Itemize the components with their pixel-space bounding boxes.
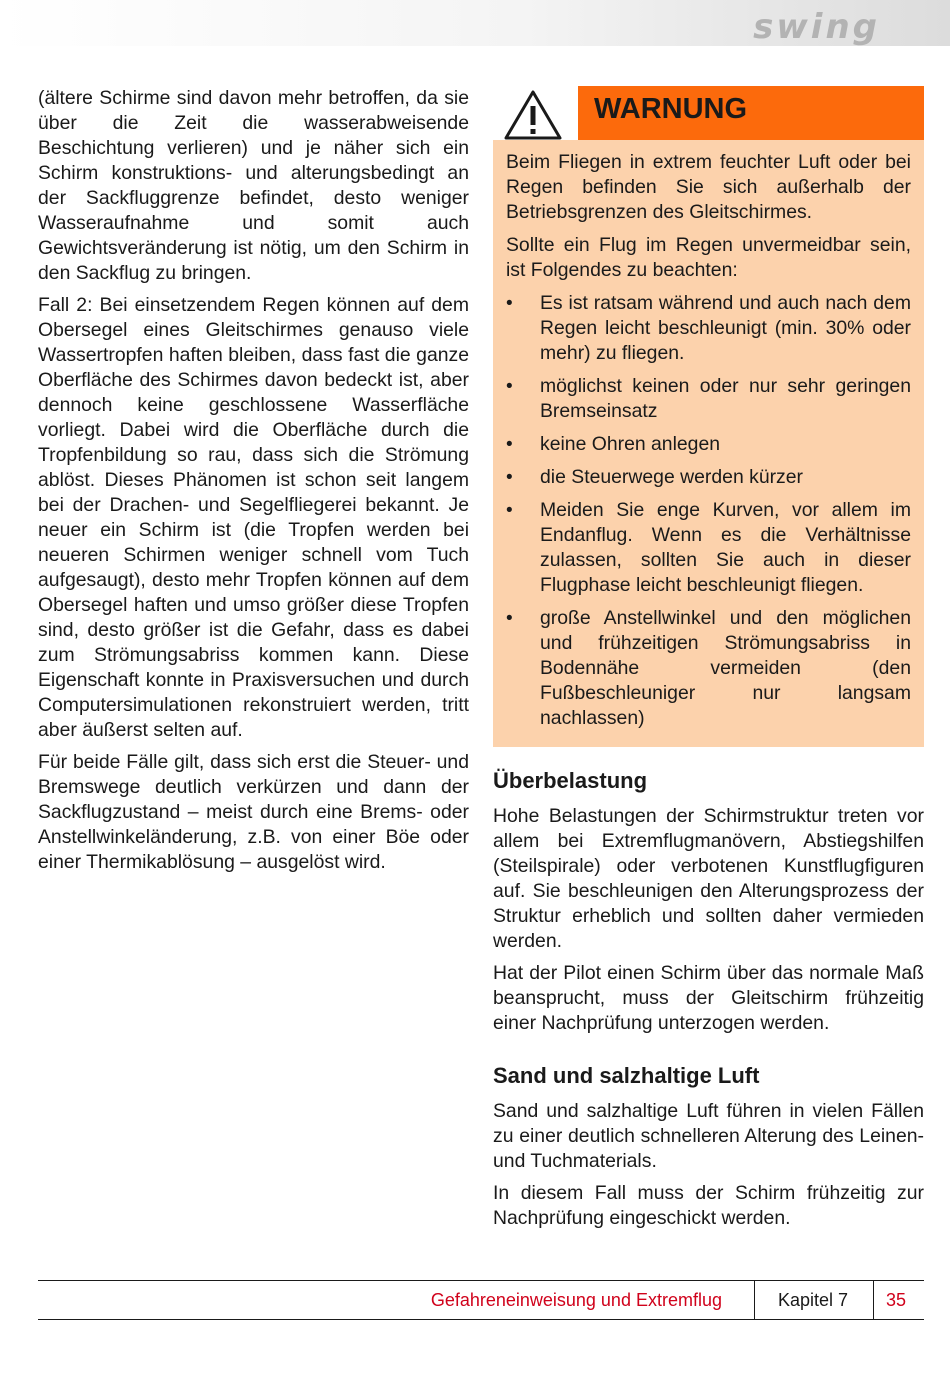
paragraph: Für beide Fälle gilt, dass sich erst die Steuer- und Bremswege deutlich verkürzen und dann der Sackflugzustand – meist durch eine Brems- oder Anstellwinkeländerung, z.B. von einer Böe oder einer Thermikablösung – ausgelöst wird. [38, 751, 469, 873]
warning-title: WARNUNG [578, 86, 924, 140]
paragraph: Hat der Pilot einen Schirm über das normale Maß beansprucht, muss der Gleitschirm frühzeitig einer Nachprüfung unterzogen werden. [493, 962, 924, 1034]
footer-divider [873, 1281, 874, 1319]
footer-chapter-number: Kapitel 7 [778, 1290, 849, 1310]
paragraph: In diesem Fall muss der Schirm frühzeitig zur Nachprüfung eingeschickt werden. [493, 1182, 924, 1229]
warning-body [493, 140, 924, 731]
paragraph: Sand und salzhaltige Luft führen in vielen Fällen zu einer deutlich schnelleren Alterung des Leinen- und Tuchmaterials. [493, 1100, 924, 1172]
list-item: • große Anstellwinkel und den möglichen und frühzeitigen Strömungsabriss in Bodennähe vermeiden (den Fußbeschleuniger nur langsam nachlassen) [506, 606, 911, 731]
paragraph: (ältere Schirme sind davon mehr betroffen, da sie über die Zeit die wasserabweisende Beschichtung verlieren) und je näher sich ein Schirm konstruktions- und alterungsbedingt an der Sackfluggrenze befindet, desto weniger Wasseraufnahme und somit auch Gewichtsveränderung ist nötig, um den Schirm in den Sackflug zu bringen. [38, 87, 469, 284]
warning-header [493, 86, 924, 140]
paragraph: Fall 2: Bei einsetzendem Regen können auf dem Obersegel eines Gleitschirmes genauso viele Wassertropfen haften bleiben, dass fast die ganze Oberfläche des Schirmes davon bedeckt ist, aber dennoch keine geschlossene Wasserfläche vorliegt. Dabei wird die Oberfläche durch die Tropfenbildung so rau, dass sich die Strömung ablöst. Dieses Phänomen ist schon seit langem bei der Drachen- und Segelfliegerei bekannt. Je neuer ein Schirm ist (die Tropfen werden bei neueren Schirmen weniger schnell vom Tuch aufgesaugt), desto mehr Tropfen können auf dem Obersegel haften und umso größer diese Tropfen sind, desto größer ist die Gefahr, dass es dabei zum Strömungsabriss kommen kann. Diese Eigenschaft konnte in Praxisversuchen und durch Computersimulationen rekonstruiert werden, tritt aber äußerst selten auf. [38, 294, 469, 741]
warning-icon-cell [493, 86, 578, 140]
list-item: • Meiden Sie enge Kurven, vor allem im Endanflug. Wenn es die Verhältnisse zulassen, sollten Sie auch in dieser Flugphase leicht beschleunigt fliegen. [506, 498, 911, 598]
section-heading-sand: Sand und salzhaltige Luft [493, 1063, 760, 1088]
warning-box [493, 86, 924, 747]
right-column [493, 86, 924, 1238]
footer-chapter-title: Gefahreneinweisung und Extremflug [430, 1290, 722, 1310]
warning-paragraph: Beim Fliegen in extrem feuchter Luft oder bei Regen befinden Sie sich außerhalb der Betriebsgrenzen des Gleitschirmes. [506, 151, 911, 223]
footer-divider [754, 1281, 755, 1319]
list-item: • Es ist ratsam während und auch nach dem Regen leicht beschleunigt (min. 30% oder mehr) zu fliegen. [506, 291, 911, 366]
page-footer [38, 1280, 924, 1320]
swing-logo: swing [753, 7, 880, 47]
list-item: • möglichst keinen oder nur sehr geringen Bremseinsatz [506, 374, 911, 424]
warning-list [506, 291, 911, 731]
warning-paragraph: Sollte ein Flug im Regen unvermeidbar sein, ist Folgendes zu beachten: [506, 234, 911, 281]
list-item: • die Steuerwege werden kürzer [506, 465, 911, 490]
footer-page-number: 35 [886, 1290, 907, 1310]
left-column [38, 86, 469, 882]
paragraph: Hohe Belastungen der Schirmstruktur treten vor allem bei Extremflugmanövern, Abstiegshilfen (Steilspirale) oder verbotenen Kunstflugfiguren auf. Sie beschleunigen den Alterungsprozess der Struktur erheblich und sollten daher vermieden werden. [493, 805, 924, 952]
list-item: • keine Ohren anlegen [506, 432, 911, 457]
section-heading-overload: Überbelastung [493, 768, 648, 793]
